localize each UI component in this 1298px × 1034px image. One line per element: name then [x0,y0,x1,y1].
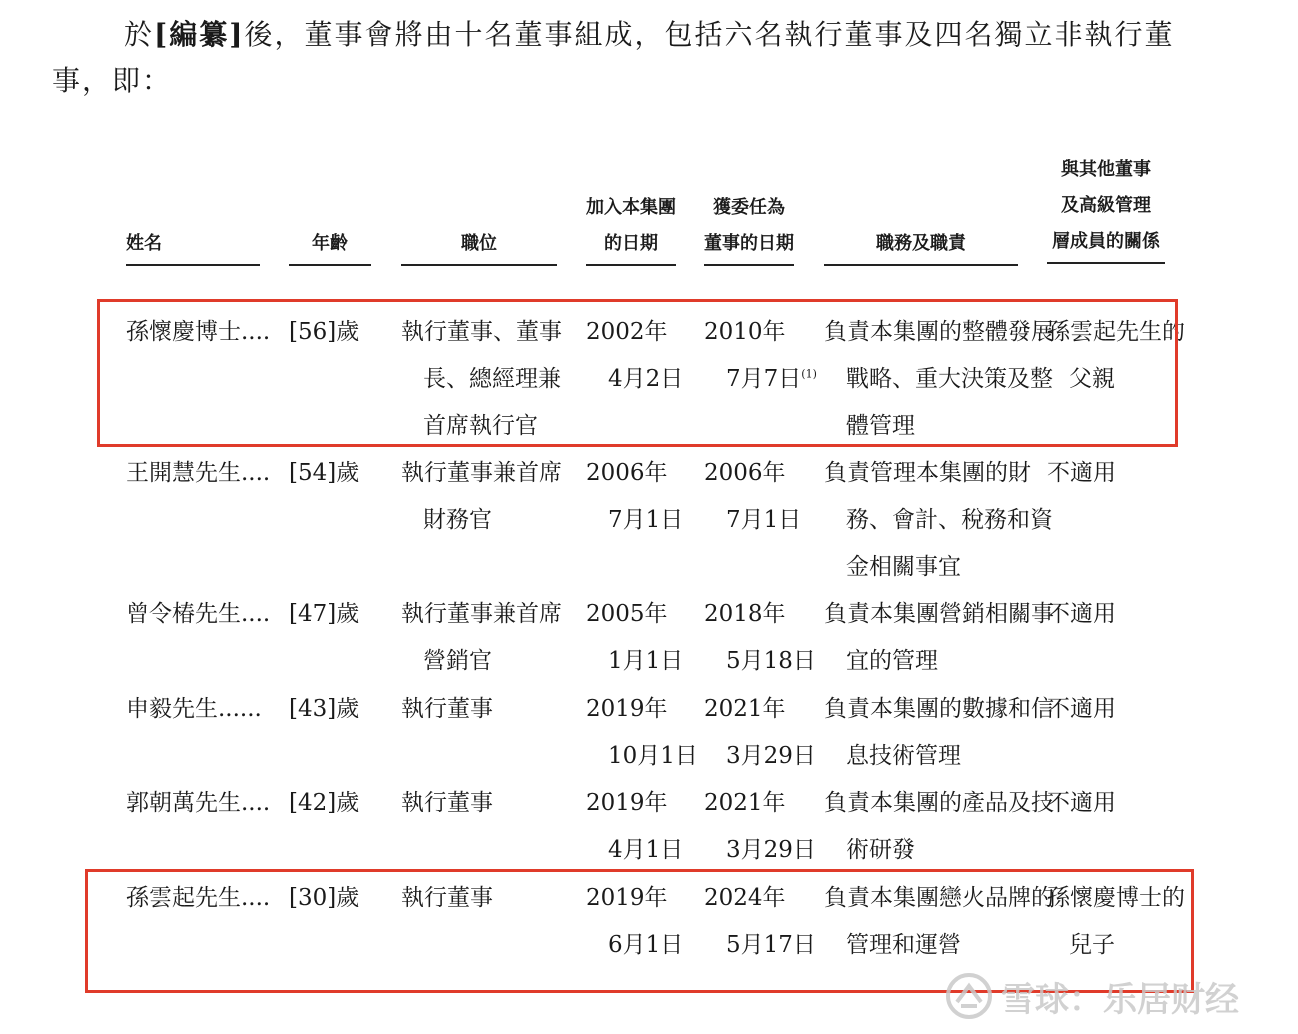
cell-appoint-date [704,450,801,544]
cell-appoint-date-line: 3月29日 [726,837,816,863]
cell-duties [824,780,1054,874]
highlight-box-row-1 [97,299,1178,447]
cell-name [126,780,270,827]
cell-position-line: 營銷官 [423,648,492,674]
cell-appoint-date-line: 3月29日 [726,743,816,769]
cell-appoint-date-line: 2021年 [704,696,786,722]
cell-appoint-date-line: 5月18日 [726,648,816,674]
cell-position-line: 長、總經理兼 [423,366,561,392]
cell-age [289,450,359,497]
header-duties: 職務及職責 [824,226,1018,266]
cell-relationship [1047,591,1116,638]
cell-age-line: [56]歲 [289,319,360,345]
cell-age-line: [43]歲 [289,696,360,722]
cell-join-date [586,780,683,874]
cell-duties-line: 負責本集團的產品及技 [824,790,1054,816]
cell-duties-line: 金相關事宜 [846,554,961,580]
cell-duties-line: 務、會計、稅務和資 [846,507,1053,533]
cell-relationship-line: 兒子 [1069,932,1115,958]
cell-relationship-line: 孫懷慶博士的 [1047,885,1185,911]
cell-relationship-line: 不適用 [1047,601,1116,627]
cell-appoint-date-line: 2024年 [704,885,786,911]
cell-join-date-line: 2019年 [586,790,668,816]
cell-relationship [1047,780,1116,827]
intro-part3: 事，即： [52,64,173,97]
cell-duties-line: 戰略、重大決策及整 [846,366,1053,392]
cell-relationship-line: 父親 [1069,366,1115,392]
cell-duties-line: 負責本集團的整體發展 [824,319,1054,345]
cell-duties-line: 術研發 [846,837,915,863]
cell-position [401,686,493,733]
cell-position-line: 財務官 [423,507,492,533]
cell-join-date-line: 4月2日 [608,366,684,392]
cell-position-line: 執行董事 [401,790,493,816]
intro-paragraph [52,12,1182,104]
cell-join-date [586,450,683,544]
cell-name-line: 申毅先生...... [126,696,262,722]
cell-duties-line: 負責本集團的數據和信 [824,696,1054,722]
cell-appoint-date-line: 2006年 [704,460,786,486]
cell-appoint-date-line: 2010年 [704,319,786,345]
cell-name-line: 王開慧先生.... [126,460,271,486]
cell-age-line: [30]歲 [289,885,360,911]
cell-duties-line: 體管理 [846,413,915,439]
cell-age-line: [54]歲 [289,460,360,486]
cell-appoint-date-line: 5月17日 [726,932,816,958]
cell-position-line: 執行董事兼首席 [401,460,562,486]
cell-age [289,686,359,733]
cell-name-line: 孫懷慶博士.... [126,319,271,345]
intro-bracket-term: [編纂] [154,18,245,51]
cell-join-date-line: 10月1日 [608,743,698,769]
intro-part1: 於 [124,18,155,51]
cell-position-line: 首席執行官 [423,413,538,439]
cell-join-date-line: 2005年 [586,601,668,627]
cell-duties-line: 管理和運營 [846,932,961,958]
cell-join-date [586,591,683,685]
cell-join-date-line: 2019年 [586,696,668,722]
cell-join-date-line: 6月1日 [608,932,684,958]
cell-position [401,450,562,544]
header-relationship: 與其他董事 及高級管理 層成員的關係 [1047,152,1165,264]
cell-relationship-line: 不適用 [1047,696,1116,722]
cell-duties [824,450,1053,591]
cell-name [126,450,270,497]
cell-name-line: 孫雲起先生.... [126,885,271,911]
cell-join-date [586,686,698,780]
cell-position-line: 執行董事兼首席 [401,601,562,627]
cell-appoint-date-line: 2021年 [704,790,786,816]
header-age: 年齡 [289,226,371,266]
header-appoint-date: 獲委任為 董事的日期 [704,190,794,266]
footnote-marker: (1) [801,367,817,381]
xueqiu-logo-icon [945,972,993,1020]
cell-appoint-date [704,591,816,685]
cell-appoint-date [704,780,816,874]
cell-duties-line: 負責本集團營銷相關事 [824,601,1054,627]
cell-position-line: 執行董事、董事 [401,319,562,345]
cell-duties [824,686,1054,780]
cell-name-line: 曾令椿先生.... [126,601,271,627]
cell-age [289,780,359,827]
cell-relationship-line: 孫雲起先生的 [1047,319,1185,345]
cell-duties-line: 負責本集團戀火品牌的 [824,885,1054,911]
cell-duties-line: 宜的管理 [846,648,938,674]
header-position: 職位 [401,226,557,266]
cell-join-date-line: 1月1日 [608,648,684,674]
cell-position-line: 執行董事 [401,696,493,722]
cell-join-date-line: 7月1日 [608,507,684,533]
cell-relationship-line: 不適用 [1047,460,1116,486]
intro-part2: 後，董事會將由十名董事組成，包括六名執行董事及四名獨立非執行董 [244,18,1175,51]
header-name: 姓名 [126,226,260,266]
cell-relationship [1047,686,1116,733]
cell-relationship [1047,450,1116,497]
cell-name [126,591,270,638]
cell-appoint-date-line: 2018年 [704,601,786,627]
cell-position [401,591,562,685]
watermark-text: 雪球：乐居财经 [1001,979,1239,1020]
cell-join-date-line: 2002年 [586,319,668,345]
cell-join-date-line: 4月1日 [608,837,684,863]
cell-age [289,591,359,638]
cell-duties-line: 息技術管理 [846,743,961,769]
cell-relationship-line: 不適用 [1047,790,1116,816]
watermark [945,968,1239,1024]
header-join-date: 加入本集團 的日期 [586,190,676,266]
cell-position [401,780,493,827]
cell-appoint-date [704,686,816,780]
cell-appoint-date-line: 7月7日$^{(1)}$ [726,366,817,392]
cell-duties-line: 負責管理本集團的財 [824,460,1031,486]
cell-appoint-date-line: 7月1日 [726,507,802,533]
cell-position-line: 執行董事 [401,885,493,911]
cell-age-line: [47]歲 [289,601,360,627]
cell-join-date-line: 2019年 [586,885,668,911]
cell-duties [824,591,1054,685]
cell-join-date-line: 2006年 [586,460,668,486]
cell-name [126,686,262,733]
cell-age-line: [42]歲 [289,790,360,816]
cell-name-line: 郭朝萬先生.... [126,790,271,816]
